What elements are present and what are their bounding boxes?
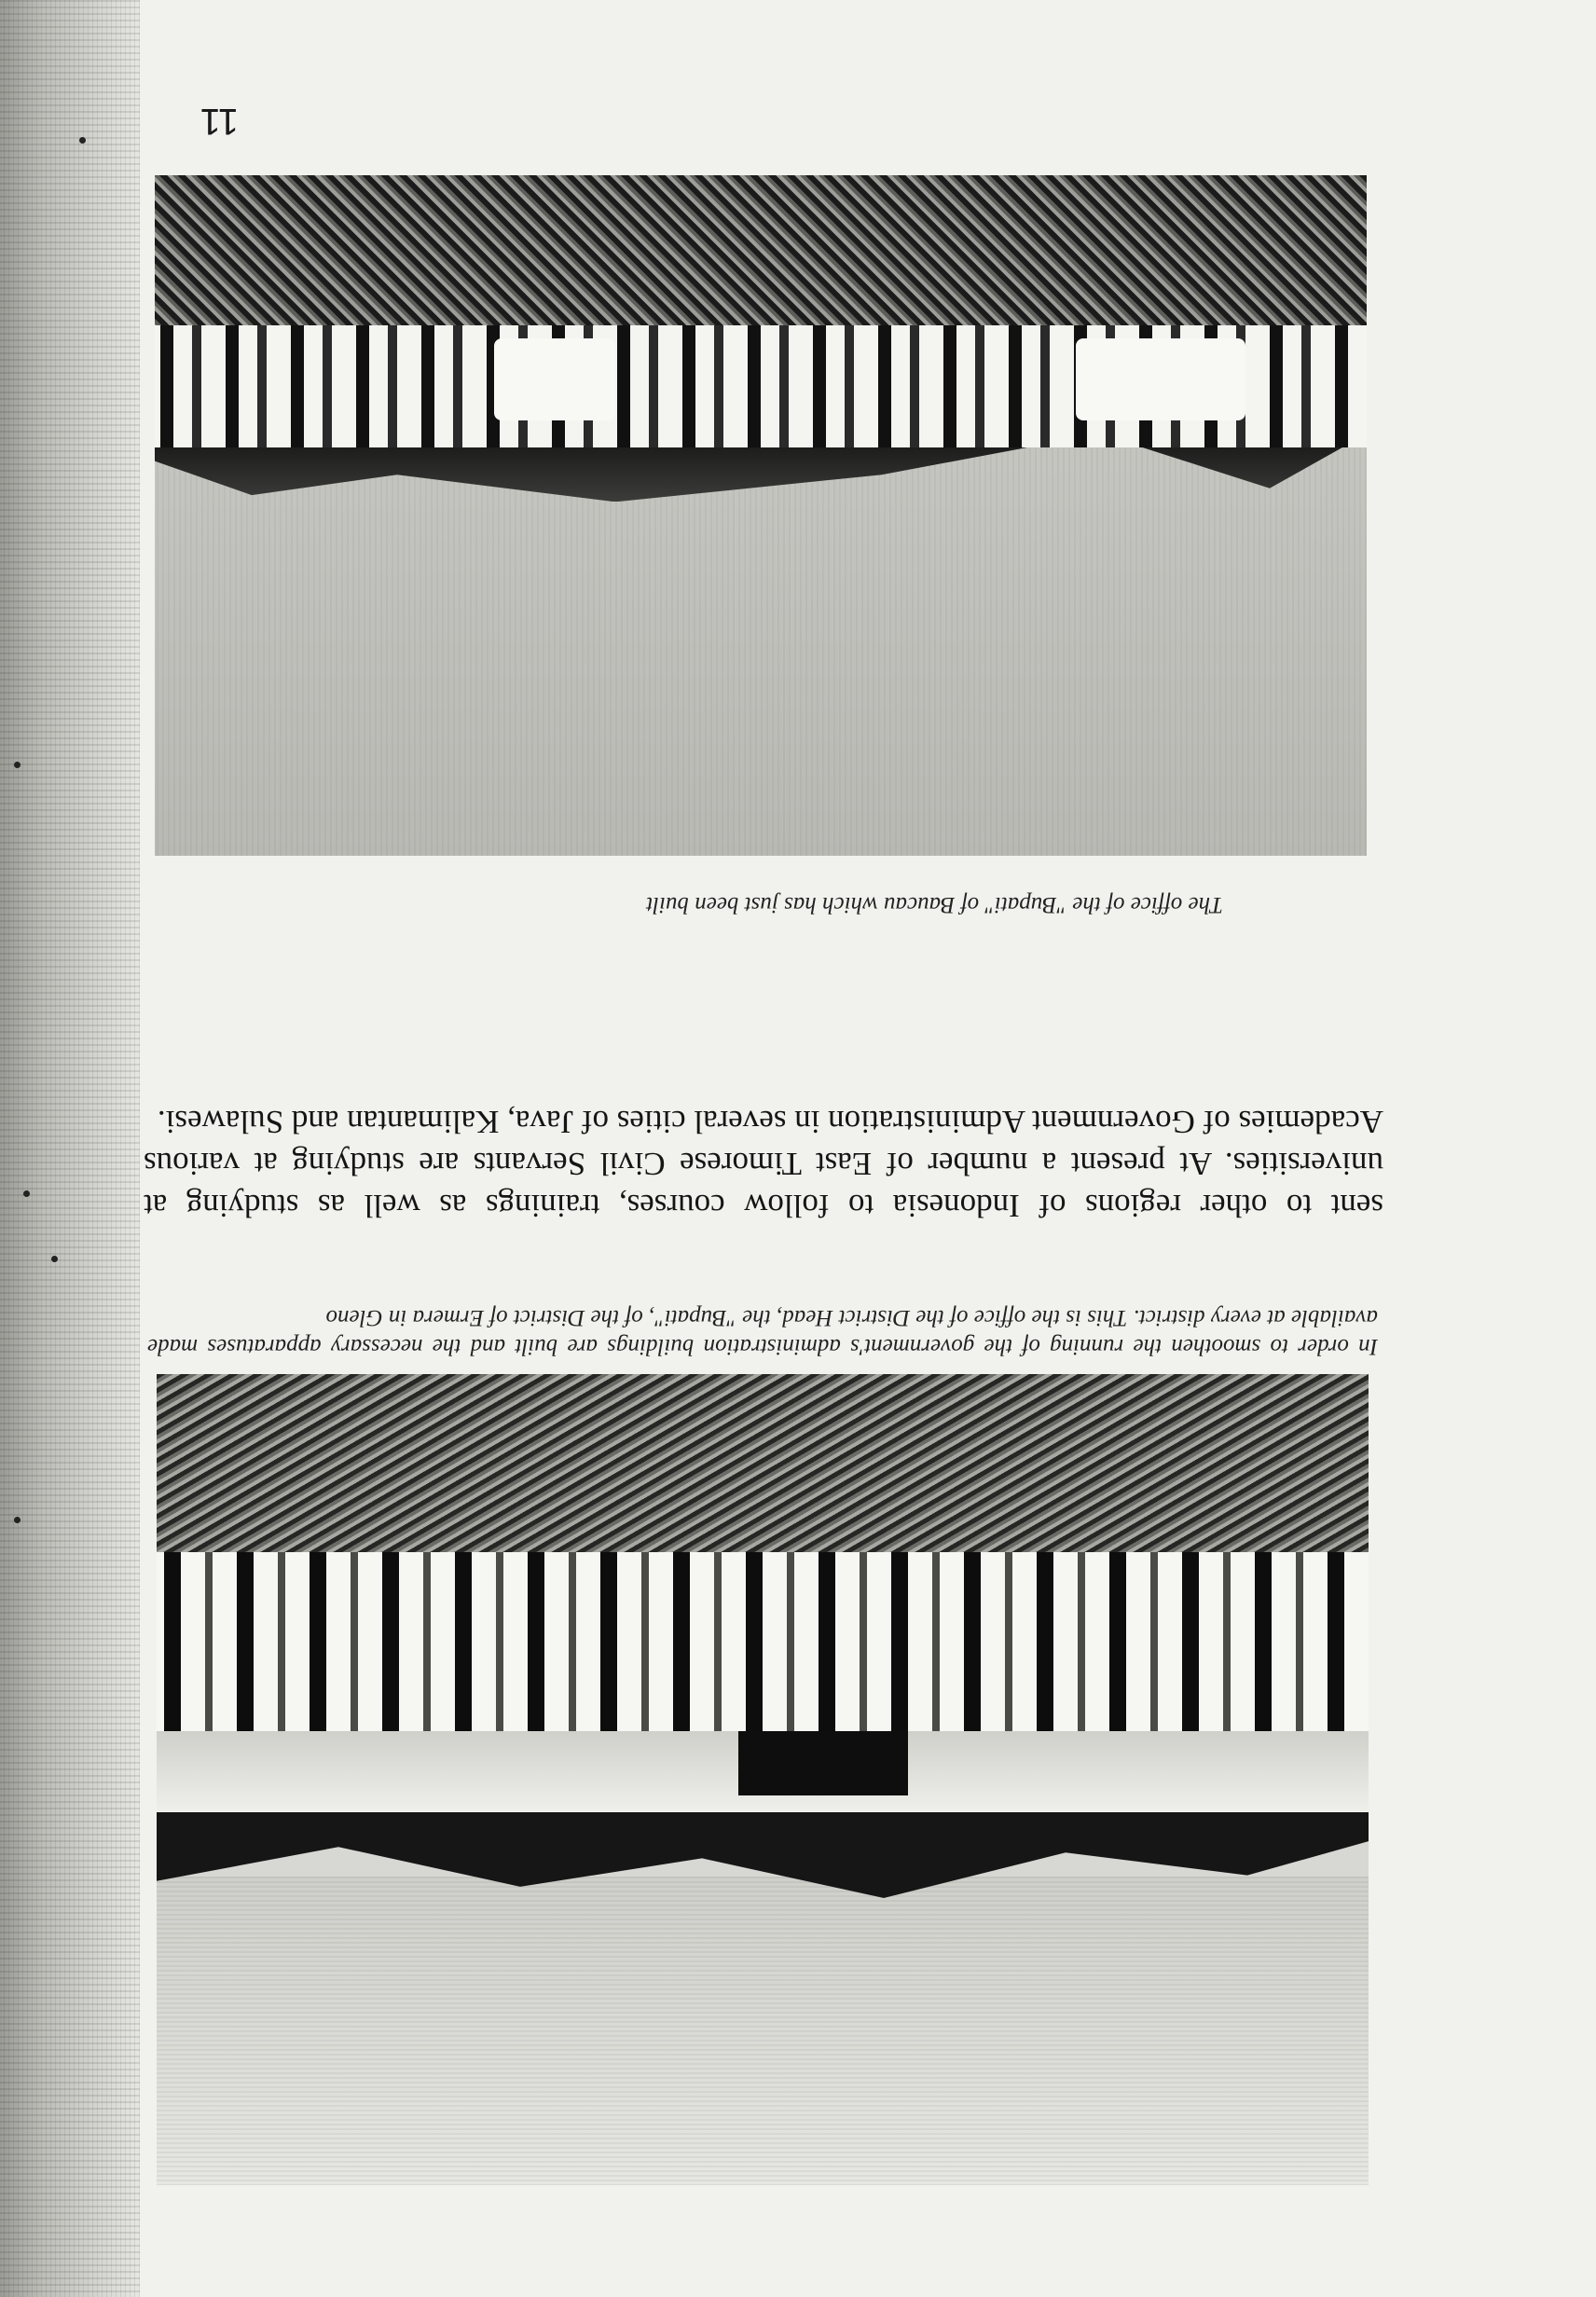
body-paragraph: sent to other regions of Indonesia to follow courses, trainings as well as studying at universities. At present a number of East Timorese Civil Servants are studying at various Academies of Government Administration in several cities of Java, Kalimantan and Sulawesi. (144, 1104, 1383, 1224)
gleno-photo-caption: In order to smoothen the running of the government's administration buildings are built and the necessary apparatuses made available at every district. This is the office of the District Head, the "Bupati", of the District of Ermera in Gleno (147, 1305, 1378, 1359)
scanner-edge-noise (0, 0, 140, 2297)
dust-speck (23, 1190, 30, 1197)
dust-speck (14, 762, 21, 768)
dust-speck (79, 137, 86, 144)
photo-ground (157, 1374, 1369, 1552)
photo-trees (155, 175, 1367, 325)
dust-speck (51, 1256, 58, 1262)
photo-highlight (494, 338, 615, 420)
page-number: 11 (200, 101, 239, 142)
gleno-office-photo (157, 1374, 1369, 2185)
photo-highlight (1076, 338, 1245, 420)
dust-speck (14, 1517, 21, 1523)
baucau-office-photo (155, 175, 1367, 856)
photo-sky (157, 1877, 1369, 2185)
baucau-photo-caption: The office of the "Bupati" of Baucau which has just been built (646, 892, 1223, 917)
photo-building (157, 1552, 1369, 1730)
